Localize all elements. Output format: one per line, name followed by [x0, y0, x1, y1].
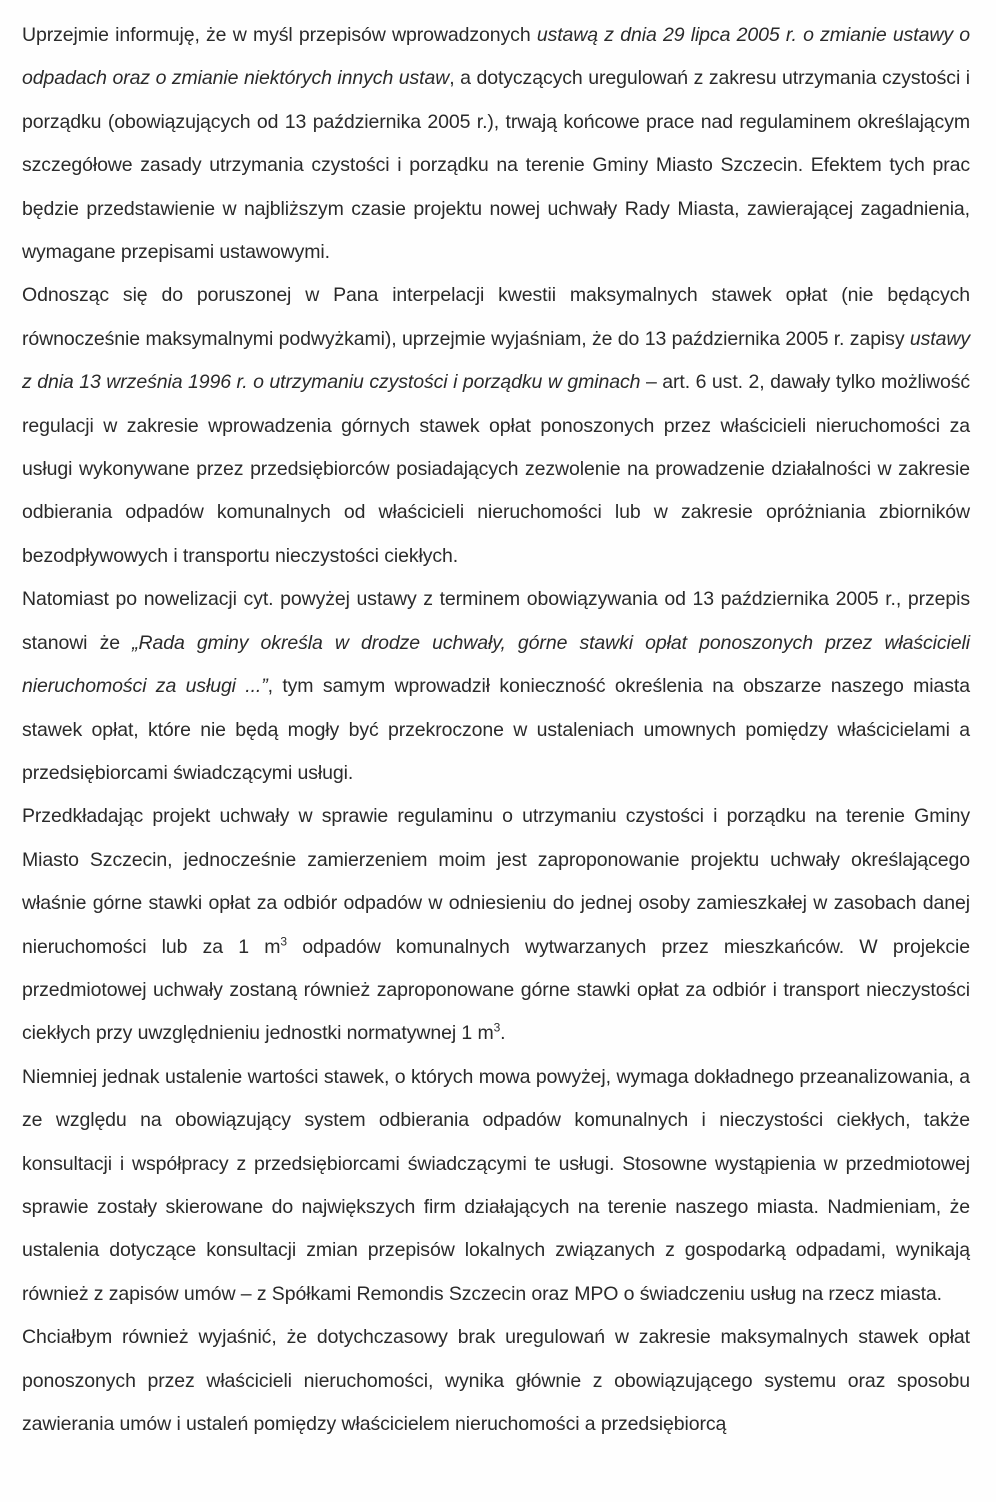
text-segment: , tym samym wprowadził konieczność określenia na obszarze naszego miasta stawek opłat, które nie będą mogły być przekroczone w ustaleniach umownych pomiędzy właścicielami a przedsiębiorcami świadczącymi usługi. [22, 675, 970, 784]
italic-law-reference: ustawą z dnia 29 lipca 2005 r. o zmianie ustawy o odpadach oraz o zmianie niektórych innych ustaw [22, 24, 970, 90]
paragraph-5 [22, 1056, 970, 1316]
text-segment: odpadów komunalnych wytwarzanych przez mieszkańców. W projekcie przedmiotowej uchwały zostaną również zaproponowane górne stawki opłat za odbiór i transport nieczystości ciekłych przy uwzględnieniu jednostki normatywnej 1 m [22, 935, 970, 1045]
superscript-unit: 3 [280, 934, 287, 949]
text-segment: Niemniej jednak ustalenie wartości stawek, o których mowa powyżej, wymaga dokładnego przeanalizowania, a ze względu na obowiązujący system odbierania odpadów komunalnych i nieczystości ciekłych, także konsultacji i współpracy z przedsiębiorcami świadczącymi te usługi. Stosowne wystąpienia w przedmiotowej sprawie zostały skierowane do największych firm działających na terenie naszego miasta. Nadmieniam, że ustalenia dotyczące konsultacji zmian przepisów lokalnych związanych z gospodarką odpadami, wynikają również z zapisów umów – z Spółkami Remondis Szczecin oraz MPO o świadczeniu usług na rzecz miasta. [22, 1065, 970, 1305]
paragraph-2 [22, 274, 970, 578]
paragraph-6 [22, 1316, 970, 1446]
letter-body [22, 14, 970, 1446]
text-segment: Uprzejmie informuję, że w myśl przepisów wprowadzonych [22, 24, 537, 46]
text-segment: Przedkładając projekt uchwały w sprawie regulaminu o utrzymaniu czystości i porządku na terenie Gminy Miasto Szczecin, jednocześnie zamierzeniem moim jest zaproponowanie projektu uchwały określającego właśnie górne stawki opłat za odbiór odpadów w odniesieniu do jednej osoby zamieszkałej w zasobach danej nieruchomości lub za 1 m [22, 805, 970, 958]
text-segment: – art. 6 ust. 2, dawały tylko możliwość regulacji w zakresie wprowadzenia górnych stawek opłat ponoszonych przez właścicieli nieruchomości za usługi wykonywane przez przedsiębiorców posiadających zezwolenie na prowadzenie działalności w zakresie odbierania odpadów komunalnych od właścicieli nieruchomości lub w zakresie opróżniania zbiorników bezodpływowych i transportu nieczystości ciekłych. [22, 371, 971, 567]
paragraph-3 [22, 578, 970, 795]
paragraph-4 [22, 795, 970, 1055]
text-segment: . [500, 1022, 506, 1045]
superscript-unit: 3 [493, 1020, 501, 1035]
italic-law-reference: ustawy z dnia 13 września 1996 r. o utrzymaniu czystości i porządku w gminach [22, 327, 970, 394]
italic-quote: „Rada gminy określa w drodze uchwały, górne stawki opłat ponoszonych przez właścicieli nieruchomości za usługi ...” [22, 631, 971, 698]
text-segment: , a dotyczących uregulowań z zakresu utrzymania czystości i porządku (obowiązujących od 13 października 2005 r.), trwają końcowe prace nad regulaminem określającym szczegółowe zasady utrzymania czystości i porządku na terenie Gminy Miasto Szczecin. Efektem tych prac będzie przedstawienie w najbliższym czasie projektu nowej uchwały Rady Miasta, zawierającej zagadnienia, wymagane przepisami ustawowymi. [22, 67, 970, 264]
text-segment: Chciałbym również wyjaśnić, że dotychczasowy brak uregulowań w zakresie maksymalnych stawek opłat ponoszonych przez właścicieli nieruchomości, wynika głównie z obowiązującego systemu oraz sposobu zawierania umów i ustaleń pomiędzy właścicielem nieruchomości a przedsiębiorcą [22, 1326, 970, 1435]
text-segment: Odnosząc się do poruszonej w Pana interpelacji kwestii maksymalnych stawek opłat (nie będących równocześnie maksymalnymi podwyżkami), uprzejmie wyjaśniam, że do 13 października 2005 r. zapisy [22, 284, 970, 350]
paragraph-1 [22, 14, 970, 274]
text-segment: Natomiast po nowelizacji cyt. powyżej ustawy z terminem obowiązywania od 13 października 2005 r., przepis stanowi że [22, 588, 970, 654]
